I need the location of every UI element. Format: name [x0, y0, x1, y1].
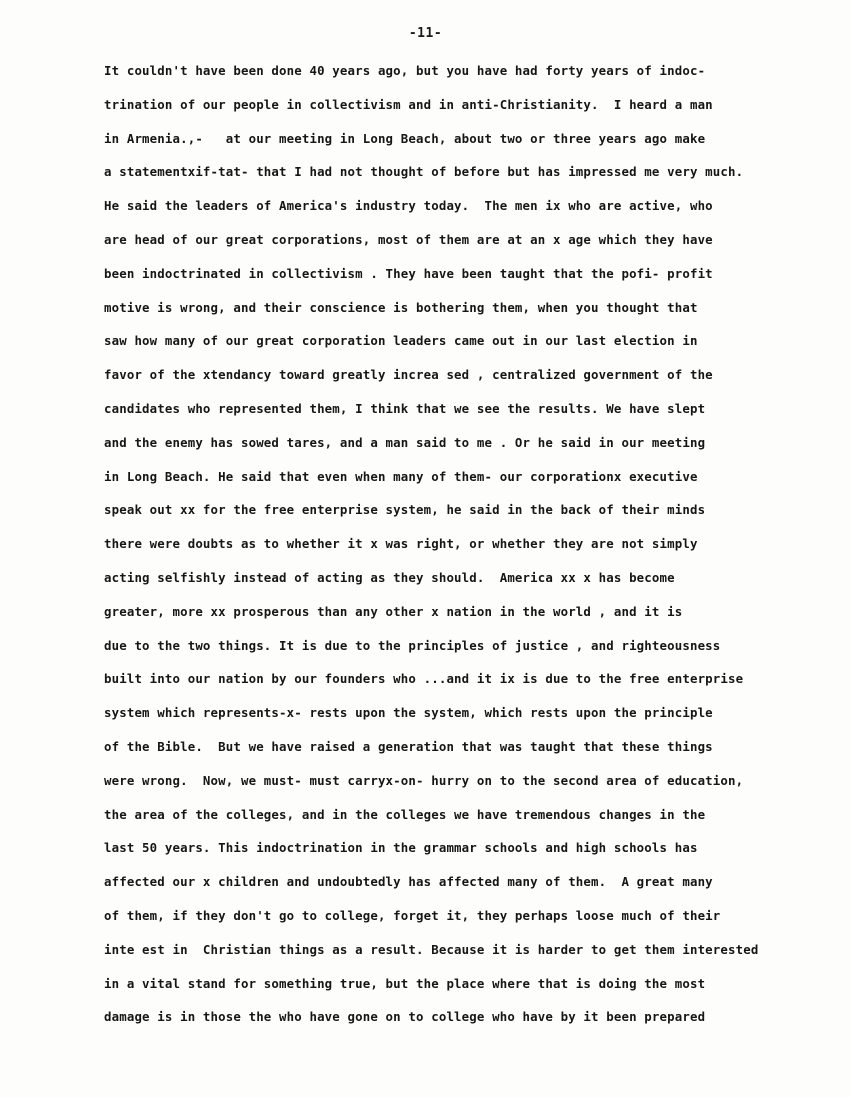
text-line: candidates who represented them, I think that we see the results. We have slept	[104, 400, 706, 416]
text-line: in a vital stand for something true, but the place where that is doing the most	[104, 975, 706, 991]
text-line: last 50 years. This indoctrination in the grammar schools and high schools has	[104, 840, 698, 856]
text-line: speak out xx for the free enterprise system, he said in the back of their minds	[104, 502, 706, 518]
body-text	[104, 58, 824, 1038]
page-number: -11-	[408, 26, 443, 41]
text-line: there were doubts as to whether it x was right, or whether they are not simply	[104, 536, 698, 552]
text-line: He said the leaders of America's industry today. The men ix who are active, who	[104, 198, 713, 214]
text-line: damage is in those the who have gone on to college who have by it been prepared	[104, 1009, 706, 1025]
text-line: favor of the xtendancy toward greatly increa sed , centralized government of the	[104, 367, 713, 383]
text-line: system which represents-x- rests upon the system, which rests upon the principle	[104, 705, 713, 721]
text-line: saw how many of our great corporation leaders came out in our last election in	[104, 333, 698, 349]
text-line: a statementxif-tat- that I had not thought of before but has impressed me very much.	[104, 164, 744, 180]
text-line: It couldn't have been done 40 years ago, but you have had forty years of indoc-	[104, 63, 706, 78]
text-line: been indoctrinated in collectivism . They have been taught that the pofi- profit	[104, 265, 713, 281]
text-line: in Long Beach. He said that even when many of them- our corporationx executive	[104, 468, 698, 484]
text-line: of the Bible. But we have raised a generation that was taught that these things	[104, 738, 713, 754]
text-line: acting selfishly instead of acting as they should. America xx x has become	[104, 569, 675, 585]
text-line: the area of the colleges, and in the colleges we have tremendous changes in the	[104, 806, 706, 822]
text-line: greater, more xx prosperous than any other x nation in the world , and it is	[104, 603, 683, 619]
text-line: trination of our people in collectivism and in anti-Christianity. I heard a man	[104, 96, 713, 112]
text-line: and the enemy has sowed tares, and a man said to me . Or he said in our meeting	[104, 434, 706, 450]
text-line: due to the two things. It is due to the principles of justice , and righteousness	[104, 637, 721, 653]
text-line: built into our nation by our founders who ...and it ix is due to the free enterprise	[104, 671, 744, 687]
text-line: are head of our great corporations, most of them are at an x age which they have	[104, 231, 713, 247]
text-line: inte est in Christian things as a result. Because it is harder to get them interested	[104, 941, 759, 957]
text-line: motive is wrong, and their conscience is bothering them, when you thought that	[104, 299, 698, 315]
text-line: of them, if they don't go to college, forget it, they perhaps loose much of their	[104, 907, 721, 923]
text-line: in Armenia.,- at our meeting in Long Beach, about two or three years ago make	[104, 130, 706, 146]
text-line: were wrong. Now, we must- must carryx-on- hurry on to the second area of education,	[104, 772, 744, 788]
text-line: affected our x children and undoubtedly has affected many of them. A great many	[104, 874, 713, 890]
